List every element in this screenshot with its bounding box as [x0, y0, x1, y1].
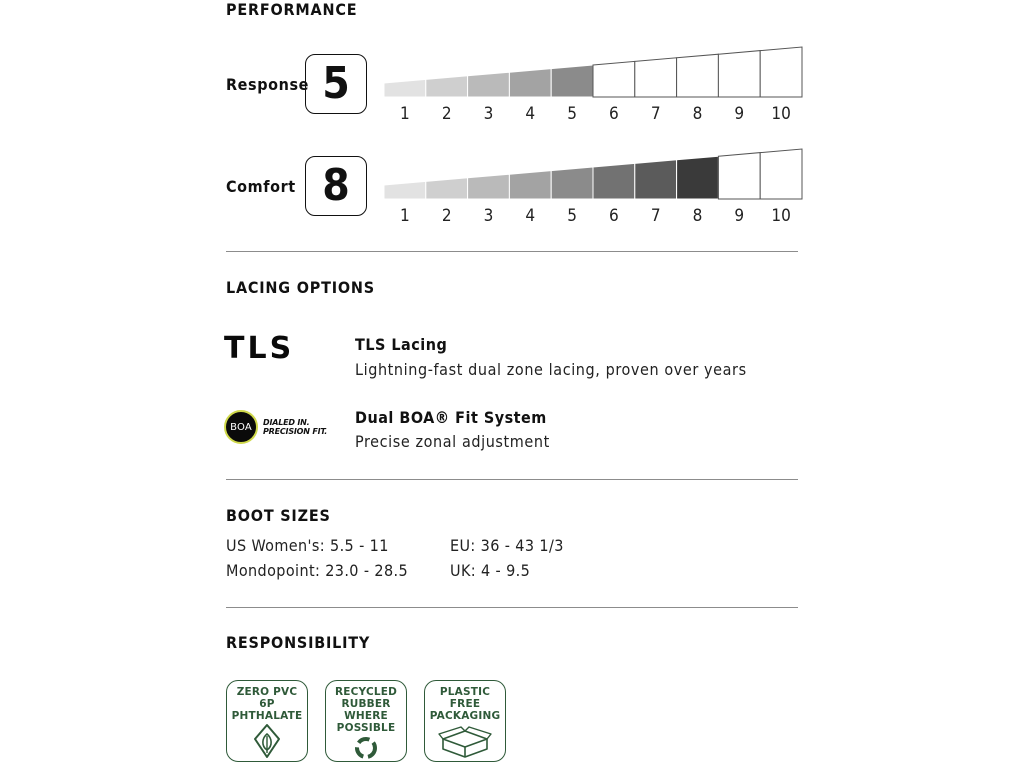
scale-segment-filled: [384, 79, 426, 97]
lacing-option-description: Lightning-fast dual zone lacing, proven over years: [355, 360, 747, 379]
rating-scale: [380, 146, 800, 230]
boot-sizes-title: BOOT SIZES: [226, 506, 331, 525]
scale-segment-empty: [593, 61, 635, 97]
scale-tick-label: 4: [525, 104, 536, 124]
lacing-option-name: Dual BOA® Fit System: [355, 408, 547, 427]
scale-tick-label: 8: [692, 104, 703, 124]
scale-tick-label: 1: [400, 104, 410, 124]
divider: [226, 607, 798, 608]
divider: [226, 479, 798, 480]
scale-segment-filled: [468, 174, 510, 199]
size-eu: EU: 36 - 43 1/3: [450, 536, 564, 555]
scale-segment-empty: [760, 149, 802, 199]
scale-segment-empty: [677, 54, 719, 97]
scale-tick-label: 6: [609, 104, 619, 124]
tls-logo: TLS: [224, 331, 295, 366]
scale-tick-label: 4: [525, 206, 536, 226]
scale-segment-filled: [384, 181, 426, 199]
rating-score-box: 5: [305, 54, 367, 114]
rating-score-box: 8: [305, 156, 367, 216]
scale-segment-empty: [760, 47, 802, 97]
scale-segment-empty: [635, 58, 677, 97]
scale-tick-label: 2: [441, 104, 452, 124]
badge-text: PLASTIC FREE PACKAGING: [429, 686, 501, 722]
scale-tick-label: 2: [441, 206, 452, 226]
rating-label: Response: [226, 75, 310, 94]
scale-segment-filled: [509, 171, 551, 199]
scale-tick-label: 10: [771, 206, 791, 226]
scale-tick-label: 9: [734, 206, 745, 226]
scale-tick-label: 9: [734, 104, 745, 124]
badge-zero-pvc: [226, 680, 308, 762]
scale-segment-filled: [426, 178, 468, 199]
badge-text: RECYCLED RUBBER WHERE POSSIBLE: [334, 686, 398, 734]
lacing-option-description: Precise zonal adjustment: [355, 432, 550, 451]
scale-segment-filled: [551, 167, 593, 199]
scale-segment-filled: [635, 160, 677, 199]
scale-segment-filled: [426, 76, 468, 97]
scale-segment-empty: [718, 51, 760, 97]
leaf-icon: [252, 723, 282, 759]
responsibility-title: RESPONSIBILITY: [226, 633, 371, 652]
boa-tagline: DIALED IN. PRECISION FIT.: [263, 418, 328, 436]
scale-tick-label: 3: [483, 104, 494, 124]
scale-tick-label: 6: [609, 206, 619, 226]
scale-segment-filled: [468, 72, 510, 97]
box-icon: [437, 725, 493, 759]
size-uk: UK: 4 - 9.5: [450, 561, 531, 580]
rating-scale: [380, 44, 800, 128]
rating-label: Comfort: [226, 177, 296, 196]
scale-segment-filled: [551, 65, 593, 97]
lacing-option-name: TLS Lacing: [355, 335, 448, 354]
scale-tick-label: 7: [650, 206, 661, 226]
scale-tick-label: 5: [567, 104, 577, 124]
scale-tick-label: 1: [400, 206, 410, 226]
scale-segment-filled: [593, 163, 635, 199]
scale-tick-label: 5: [567, 206, 577, 226]
scale-segment-filled: [677, 156, 719, 199]
scale-segment-empty: [718, 153, 760, 199]
size-mondopoint: Mondopoint: 23.0 - 28.5: [226, 561, 409, 580]
scale-tick-label: 10: [771, 104, 791, 124]
scale-tick-label: 8: [692, 206, 703, 226]
performance-title: PERFORMANCE: [226, 0, 358, 19]
size-us-womens: US Women's: 5.5 - 11: [226, 536, 389, 555]
scale-tick-label: 3: [483, 206, 494, 226]
badge-text: ZERO PVC 6P PHTHALATE: [231, 686, 303, 722]
recycle-icon: [353, 735, 379, 761]
scale-segment-filled: [509, 69, 551, 97]
boa-logo: BOA: [224, 410, 258, 444]
lacing-title: LACING OPTIONS: [226, 278, 375, 297]
scale-tick-label: 7: [650, 104, 661, 124]
badge-recycled-rubber: [325, 680, 407, 762]
divider: [226, 251, 798, 252]
badge-plastic-free: [424, 680, 506, 762]
